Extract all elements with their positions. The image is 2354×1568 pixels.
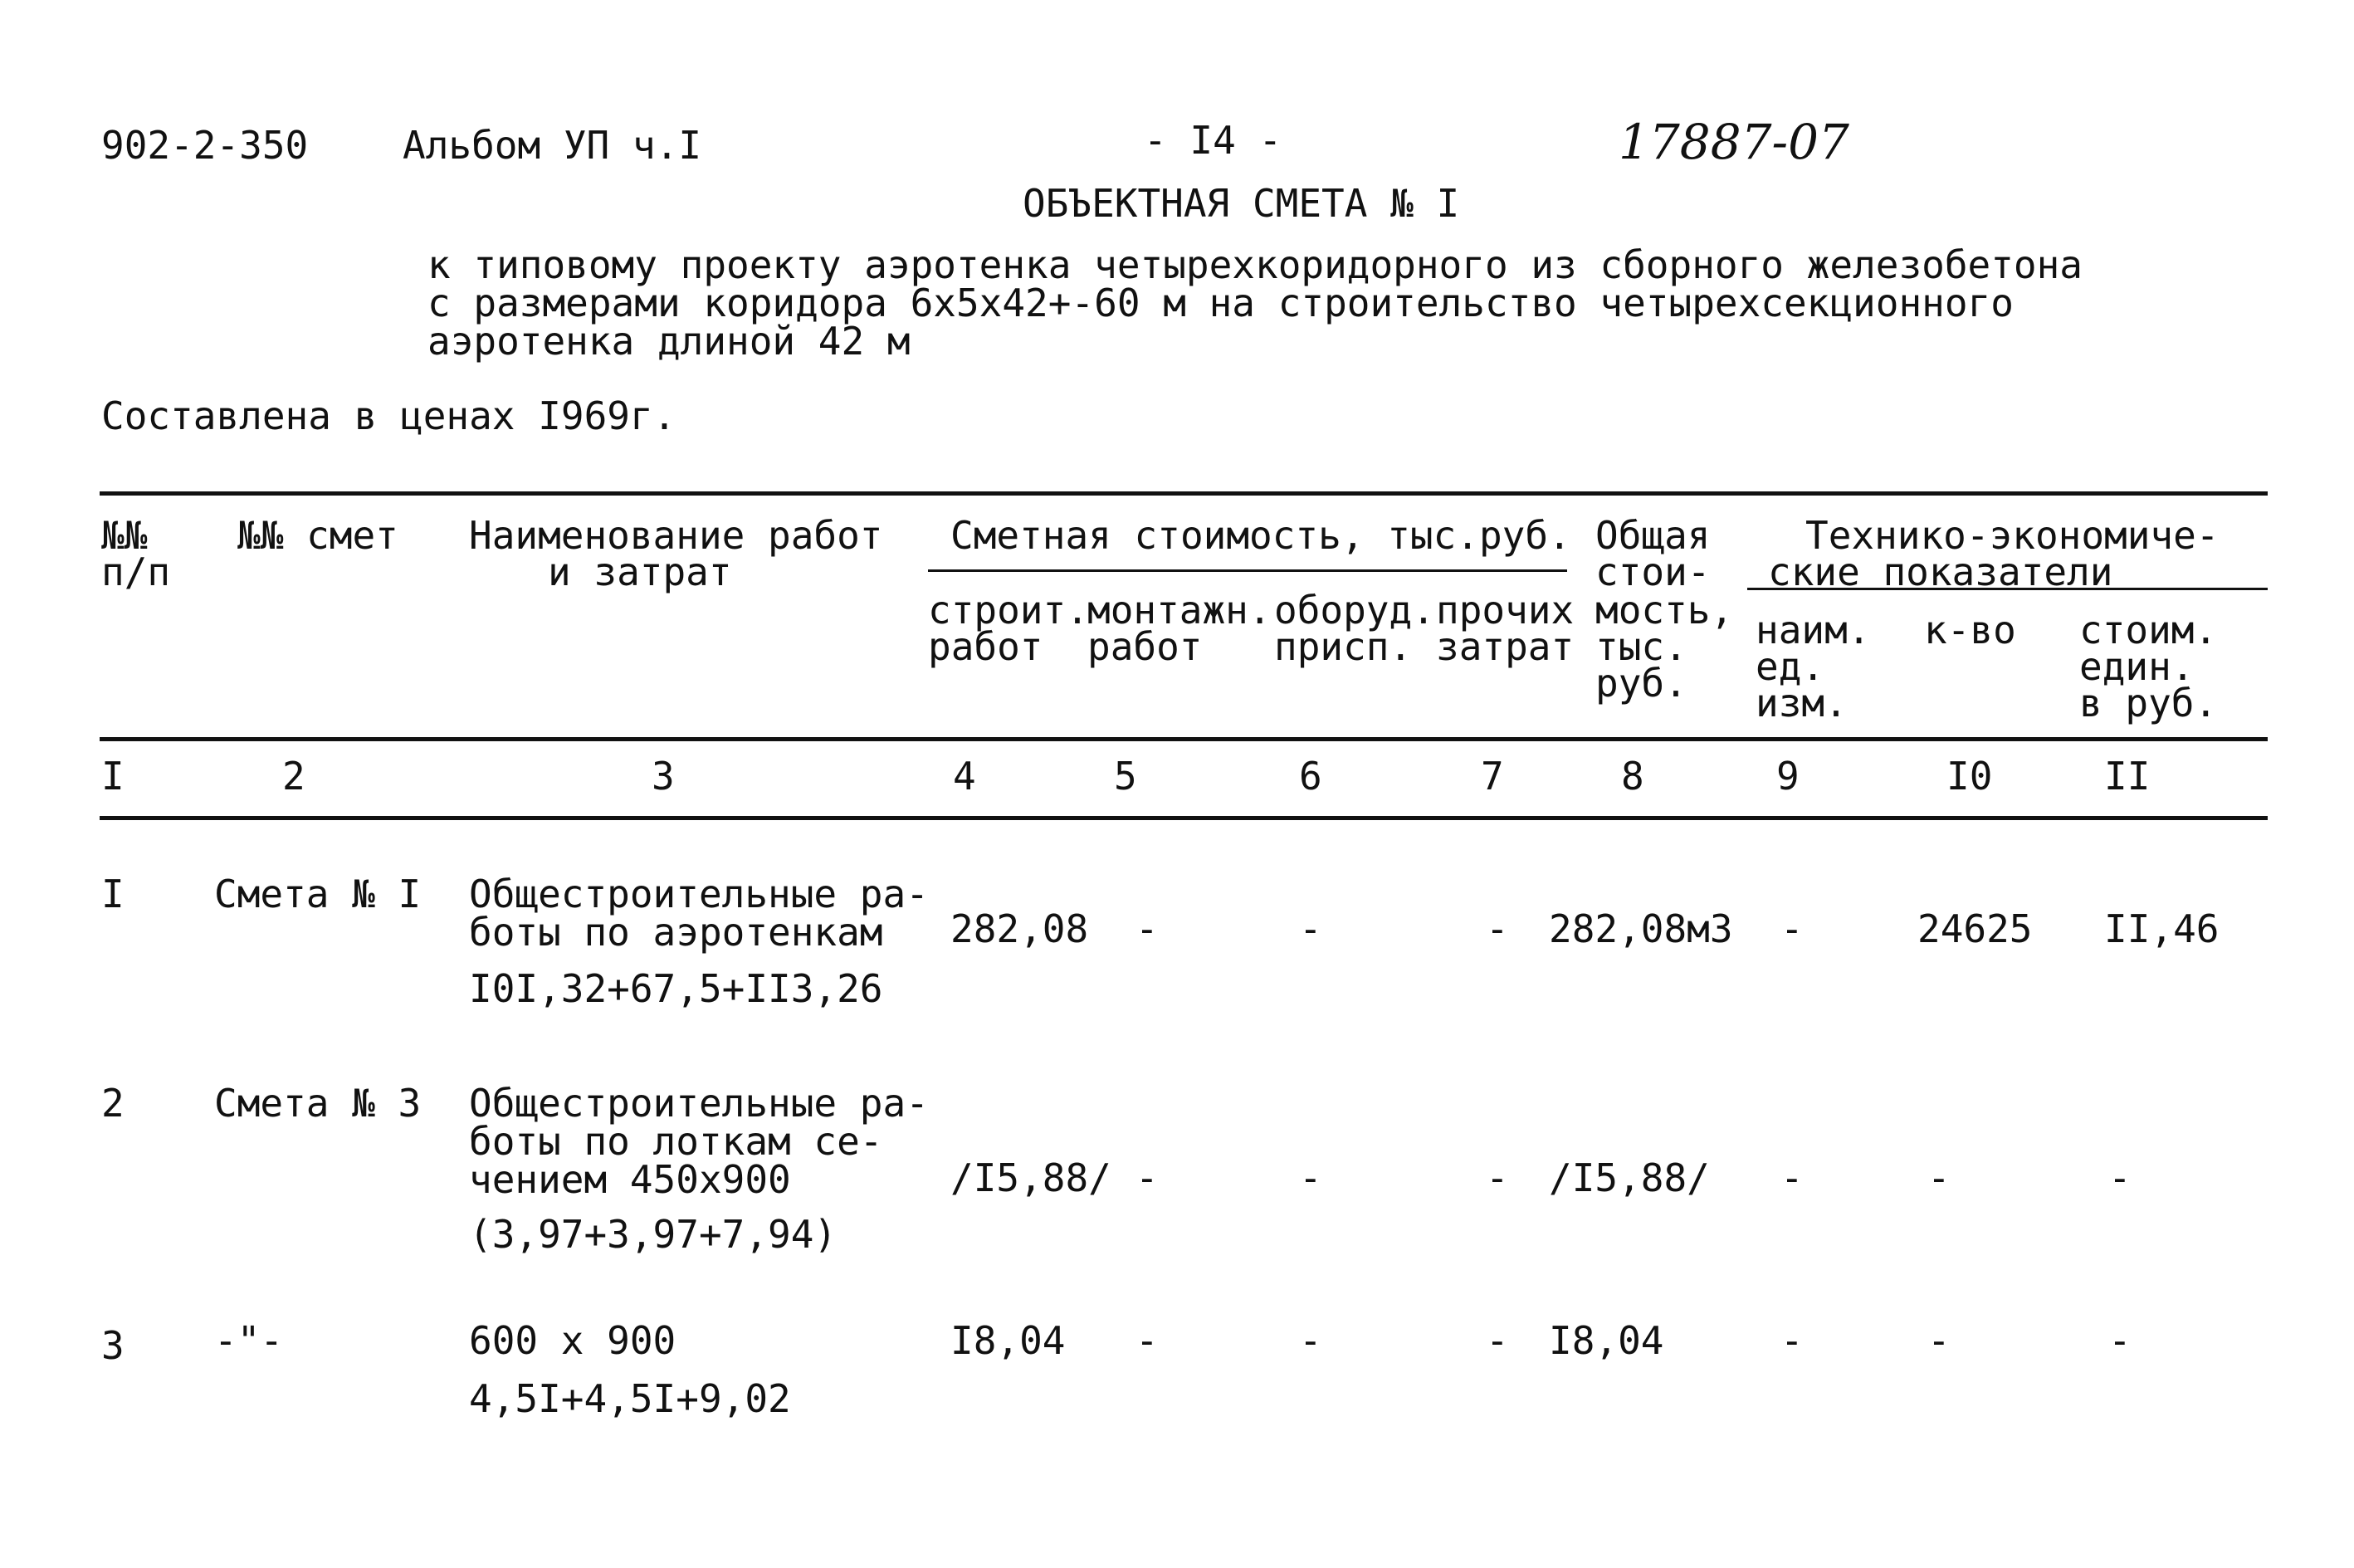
row-construction: 282,08: [950, 906, 1089, 951]
document-title: ОБЪЕКТНАЯ СМЕТА № I: [1023, 181, 1460, 226]
header-quantity: к-во: [1924, 608, 2016, 652]
row-name-line: боты по аэротенкам: [469, 910, 883, 955]
header-tech-group-sub: ские показатели: [1768, 550, 2113, 594]
subtitle-line: с размерами коридора 6х5х42+-60 м на строительство четырехсекционного: [427, 281, 2014, 325]
header-unit-cost: стоим.: [2079, 608, 2218, 652]
column-number: 2: [282, 754, 305, 799]
row-construction: /I5,88/: [950, 1155, 1111, 1200]
row-name-line: Общестроительные ра-: [469, 1081, 929, 1126]
table-top-rule: [100, 491, 2268, 496]
column-number: 7: [1481, 754, 1504, 799]
row-quantity: 24625: [1917, 906, 2033, 951]
column-number: 3: [652, 754, 675, 799]
row-quantity: -: [1927, 1155, 1951, 1200]
row-installation: -: [1135, 1318, 1159, 1363]
header-bottom-rule: [100, 737, 2268, 741]
row-unit: -: [1780, 1318, 1804, 1363]
header-installation-sub: работ: [1087, 624, 1203, 669]
document-code: 902-2-350: [101, 123, 309, 168]
row-name-line: чением 450х900: [469, 1157, 791, 1202]
column-number: I: [101, 754, 125, 799]
row-installation: -: [1135, 906, 1159, 951]
row-estimate: Смета № I: [214, 872, 422, 916]
header-unit-cost-sub: един.: [2079, 644, 2195, 689]
row-name-extra: 4,5I+4,5I+9,02: [469, 1376, 791, 1421]
column-number: 6: [1299, 754, 1322, 799]
row-other: -: [1486, 906, 1509, 951]
header-tech-group: Технико-экономиче-: [1805, 513, 2220, 558]
header-equipment-sub: присп.: [1274, 624, 1413, 669]
row-equipment: -: [1299, 1318, 1322, 1363]
header-construction-sub: работ: [928, 624, 1043, 669]
row-estimate: Смета № 3: [214, 1081, 422, 1126]
header-construction: строит.: [928, 588, 1089, 633]
row-name-extra: I0I,32+67,5+II3,26: [469, 966, 883, 1011]
row-name-line: Общестроительные ра-: [469, 872, 929, 916]
header-total: Общая: [1595, 513, 1711, 558]
row-total: /I5,88/: [1549, 1155, 1710, 1200]
header-total-sub: мость,: [1595, 588, 1734, 633]
column-number: 8: [1621, 754, 1644, 799]
header-cost-group: Сметная стоимость, тыс.руб.: [950, 513, 1571, 558]
row-total: I8,04: [1549, 1318, 1664, 1363]
header-equipment: оборуд.: [1274, 588, 1435, 633]
row-quantity: -: [1927, 1318, 1951, 1363]
subtitle-line: аэротенка длиной 42 м: [427, 319, 911, 364]
header-unit: наим.: [1756, 608, 1871, 652]
row-other: -: [1486, 1155, 1509, 1200]
prices-note: Составлена в ценах I969г.: [101, 393, 676, 438]
header-row-number: №№: [101, 513, 148, 558]
column-number: 9: [1776, 754, 1800, 799]
row-name-line: 600 х 900: [469, 1318, 676, 1363]
row-unit-cost: -: [2108, 1155, 2132, 1200]
column-number: 5: [1114, 754, 1137, 799]
header-other-sub: затрат: [1436, 624, 1575, 669]
row-total: 282,08м3: [1549, 906, 1733, 951]
header-installation: монтажн.: [1087, 588, 1272, 633]
column-number: 4: [953, 754, 976, 799]
row-installation: -: [1135, 1155, 1159, 1200]
header-total-sub: стои-: [1595, 550, 1711, 594]
header-total-sub: руб.: [1595, 661, 1687, 706]
row-unit-cost: -: [2108, 1318, 2132, 1363]
col-numbers-rule: [100, 816, 2268, 820]
row-equipment: -: [1299, 906, 1322, 951]
row-number: 3: [101, 1323, 125, 1368]
column-number: II: [2104, 754, 2151, 799]
row-unit: -: [1780, 906, 1804, 951]
row-unit-cost: II,46: [2104, 906, 2220, 951]
album-label: Альбом УП ч.I: [403, 123, 702, 168]
row-number: I: [101, 872, 125, 916]
row-name-extra: (3,97+3,97+7,94): [469, 1212, 838, 1257]
header-work-name-sub: и затрат: [548, 550, 732, 594]
page-number: - I4 -: [1144, 118, 1282, 163]
cost-group-underline: [928, 569, 1567, 572]
handwritten-stamp: 17887-07: [1619, 114, 1849, 170]
row-equipment: -: [1299, 1155, 1322, 1200]
row-estimate: -"-: [214, 1318, 284, 1363]
header-total-sub: тыс.: [1595, 624, 1687, 669]
column-number: I0: [1946, 754, 1993, 799]
header-other: прочих: [1436, 588, 1575, 633]
header-work-name: Наименование работ: [469, 513, 883, 558]
header-estimate-number: №№ смет: [237, 513, 398, 558]
row-unit: -: [1780, 1155, 1804, 1200]
row-construction: I8,04: [950, 1318, 1066, 1363]
header-unit-cost-sub: в руб.: [2079, 681, 2218, 725]
header-unit-sub: ед.: [1756, 644, 1825, 689]
row-name-line: боты по лоткам се-: [469, 1119, 883, 1164]
header-row-number-sub: п/п: [101, 550, 171, 594]
header-unit-sub: изм.: [1756, 681, 1848, 725]
subtitle-line: к типовому проекту аэротенка четырехкоридорного из сборного железобетона: [427, 242, 2083, 287]
row-number: 2: [101, 1081, 125, 1126]
row-other: -: [1486, 1318, 1509, 1363]
